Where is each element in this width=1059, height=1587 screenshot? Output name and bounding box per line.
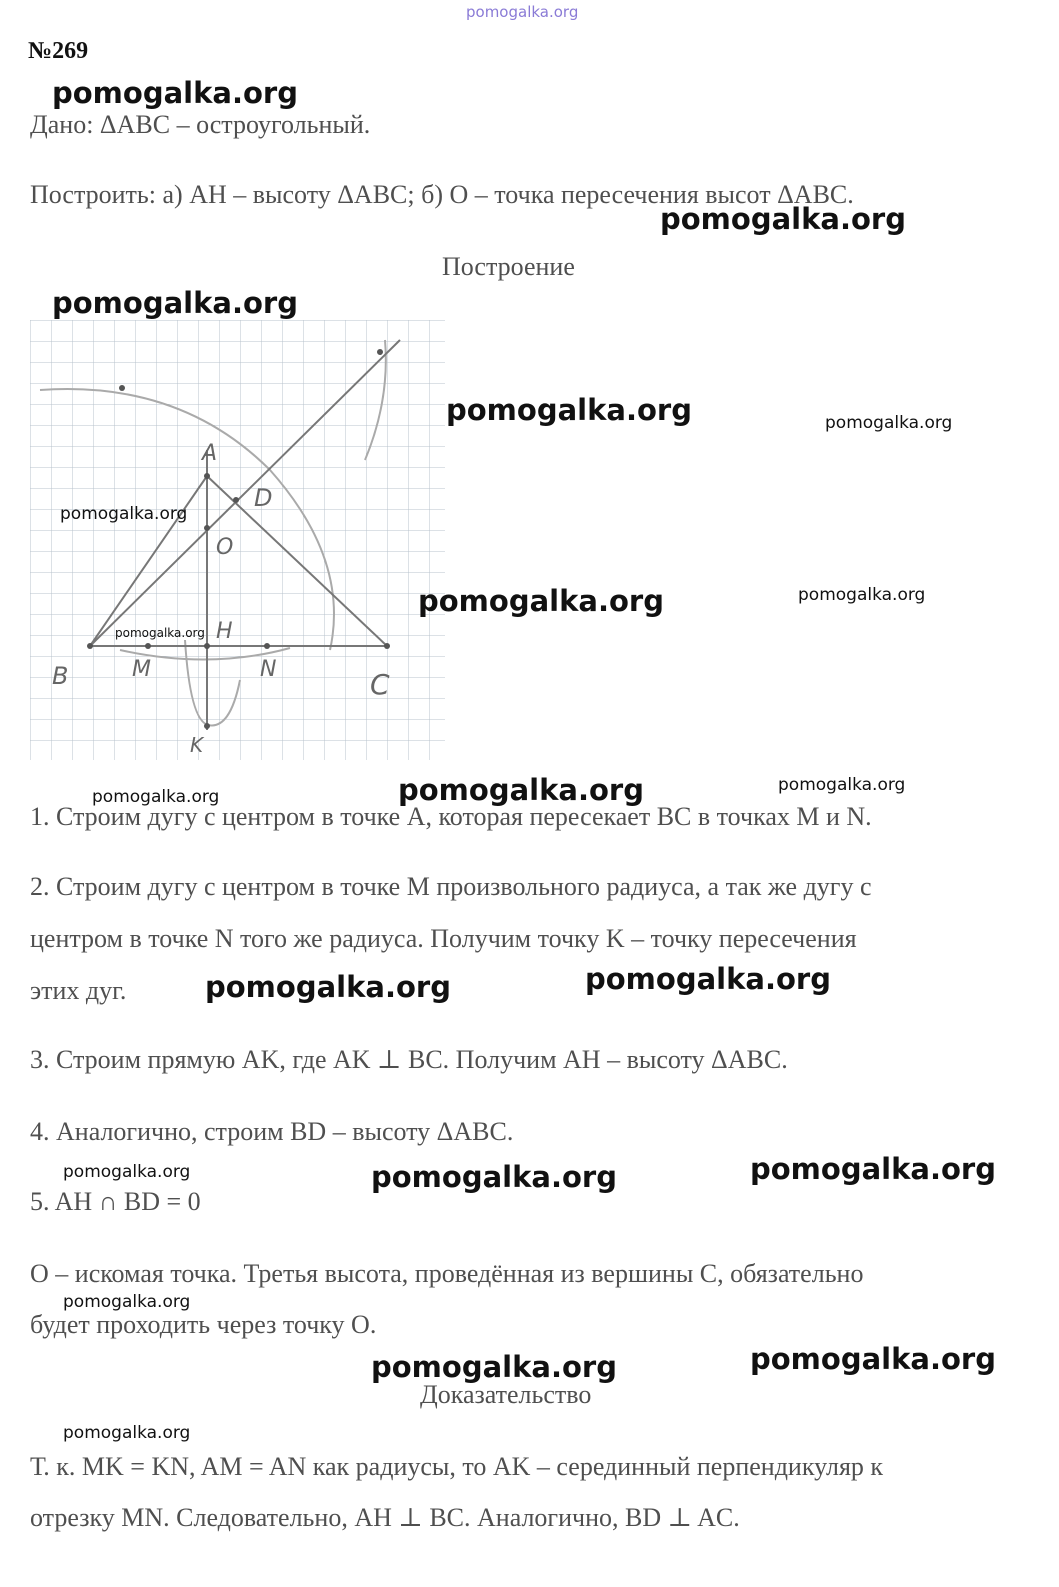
step-2-line-1: 2. Строим дугу с центром в точке M произвольного радиуса, а так же дугу с [30,872,872,901]
watermark: pomogalka.org [660,202,906,236]
watermark: pomogalka.org [52,76,298,110]
point-h [204,643,210,649]
point-o [204,525,210,531]
watermark: pomogalka.org [115,626,205,640]
point-arc-intersection [377,349,383,355]
watermark: pomogalka.org [398,773,644,807]
watermark: pomogalka.org [63,1423,191,1443]
conclusion-line-2: будет проходить через точку O. [30,1310,377,1339]
label-c: C [370,668,390,701]
step-4: 4. Аналогично, строим BD – высоту ΔABC. [30,1117,514,1146]
point-m [145,643,151,649]
point-b [87,643,93,649]
step-5: 5. AH ∩ BD = 0 [30,1187,201,1216]
step-2-line-2: центром в точке N того же радиуса. Получим точку K – точку пересечения [30,924,857,953]
watermark: pomogalka.org [52,286,298,320]
watermark: pomogalka.org [63,1162,191,1182]
point-n [264,643,270,649]
point-c [384,643,390,649]
watermark: pomogalka.org [750,1152,996,1186]
step-3: 3. Строим прямую AK, где AK ⊥ BC. Получим AH – высоту ΔABC. [30,1045,788,1074]
construction-figure [30,320,450,770]
construct-text: Построить: а) AH – высоту ΔABC; б) O – точка пересечения высот ΔABC. [30,180,854,209]
problem-number: №269 [28,38,89,64]
proof-line-1: Т. к. MK = KN, AM = AN как радиусы, то AK – серединный перпендикуляр к [30,1452,884,1481]
watermark: pomogalka.org [63,1292,191,1312]
step-2-line-3: этих дуг. [30,976,127,1005]
watermark: pomogalka.org [825,413,953,433]
label-h: H [216,619,233,644]
proof-line-2: отрезку MN. Следовательно, AH ⊥ BC. Аналогично, BD ⊥ AC. [30,1503,740,1532]
step-1: 1. Строим дугу с центром в точке A, которая пересекает BC в точках M и N. [30,802,872,831]
point-arc [119,385,125,391]
section-construction-title: Построение [442,252,575,281]
given-text: Дано: ΔABC – остроугольный. [30,110,371,139]
watermark: pomogalka.org [418,584,664,618]
watermark: pomogalka.org [60,504,188,524]
watermark: pomogalka.org [371,1160,617,1194]
label-b: B [52,662,69,690]
watermark: pomogalka.org [750,1342,996,1376]
label-d: D [254,484,273,512]
label-n: N [260,657,277,682]
point-d [233,497,239,503]
point-k [204,723,210,729]
watermark: pomogalka.org [446,393,692,427]
label-m: M [132,657,151,682]
watermark: pomogalka.org [205,970,451,1004]
label-o: O [216,535,234,560]
watermark: pomogalka.org [778,775,906,795]
header-watermark[interactable]: pomogalka.org [466,3,579,21]
construction-drawing [30,320,450,765]
point-a [204,473,210,479]
watermark: pomogalka.org [92,787,220,807]
watermark: pomogalka.org [798,585,926,605]
watermark: pomogalka.org [585,962,831,996]
label-k: K [190,733,204,757]
label-a: A [202,441,218,466]
watermark: pomogalka.org [371,1350,617,1384]
section-proof-title: Доказательство [420,1380,592,1409]
conclusion-line-1: O – искомая точка. Третья высота, проведённая из вершины C, обязательно [30,1259,864,1288]
